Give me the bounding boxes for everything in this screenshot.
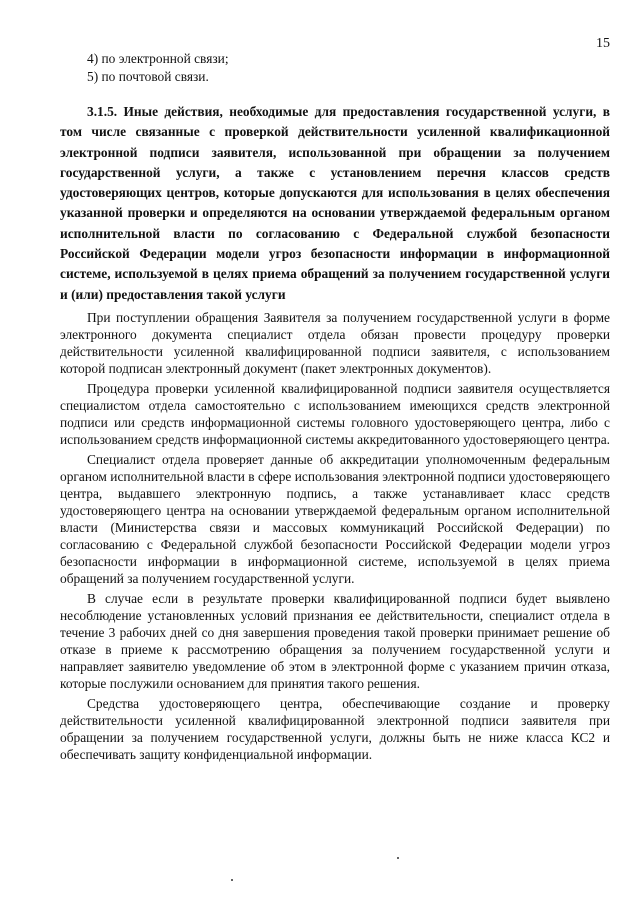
page-number: 15 xyxy=(596,36,610,51)
list-item-electronic: 4) по электронной связи; xyxy=(87,51,229,66)
document-body xyxy=(60,50,610,763)
list-item-postal: 5) по почтовой связи. xyxy=(87,69,209,84)
paragraph-signature-check: При поступлении обращения Заявителя за получением государственной услуги в форме электронного документа специалист отдела обязан провести процедуру проверки действительности усиленной квалифицированной подписи заявителя, с использованием которой подписан электронный документ (пакет электронных документов). xyxy=(60,309,610,376)
scan-speck xyxy=(231,879,233,881)
section-heading: 3.1.5. Иные действия, необходимые для предоставления государственной услуги, в том числе связанные с проверкой действительности усиленной квалификационной электронной подписи заявителя, использованной при обращении за получением государственной услуги, а также с установлением перечня классов средств удостоверяющих центров, которые допускаются для использования в целях обеспечения указанной проверки и определяются на основании утверждаемой федеральным органом исполнительной власти по согласованию с Федеральной службой безопасности Российской Федерации модели угроз безопасности информации в информационной системе, используемой в целях приема обращений за получением государственной услуги и (или) предоставления такой услуги xyxy=(60,104,610,302)
paragraph-certification-class: Средства удостоверяющего центра, обеспечивающие создание и проверку действительности усиленной квалифицированной электронной подписи заявителя при обращении за получением государственной услуги, должны быть не ниже класса КС2 и обеспечивать защиту конфиденциальной информации. xyxy=(60,695,610,762)
paragraph-accreditation-check: Специалист отдела проверяет данные об аккредитации уполномоченным федеральным органом исполнительной власти в сфере использования электронной подписи удостоверяющего центра, выдавшего электронную подпись, а также устанавливает класс средств удостоверяющего центра на основании утверждаемой федеральным органом исполнительной власти (Министерства связи и массовых коммуникаций Российской Федерации) по согласованию с Федеральной службой безопасности Российской Федерации модели угроз безопасности информации в информационной системе, используемой в целях приема обращений за получением государственной услуги. xyxy=(60,451,610,586)
scan-speck xyxy=(397,857,399,859)
paragraph-refusal: В случае если в результате проверки квалифицированной подписи будет выявлено несоблюдение установленных условий признания ее действительности, специалист отдела в течение 3 рабочих дней со дня завершения проведения такой проверки принимает решение об отказе в приеме к рассмотрению обращения за получением государственной услуги и направляет заявителю уведомление об этом в электронной форме с указанием причин отказа, которые послужили основанием для принятия такого решения. xyxy=(60,590,610,691)
paragraph-verification-procedure: Процедура проверки усиленной квалифицированной подписи заявителя осуществляется специалистом отдела самостоятельно с использованием имеющихся средств электронной подписи или средств информационной системы головного удостоверяющего центра, либо с использованием средств информационной системы аккредитованного удостоверяющего центра. xyxy=(60,380,610,447)
